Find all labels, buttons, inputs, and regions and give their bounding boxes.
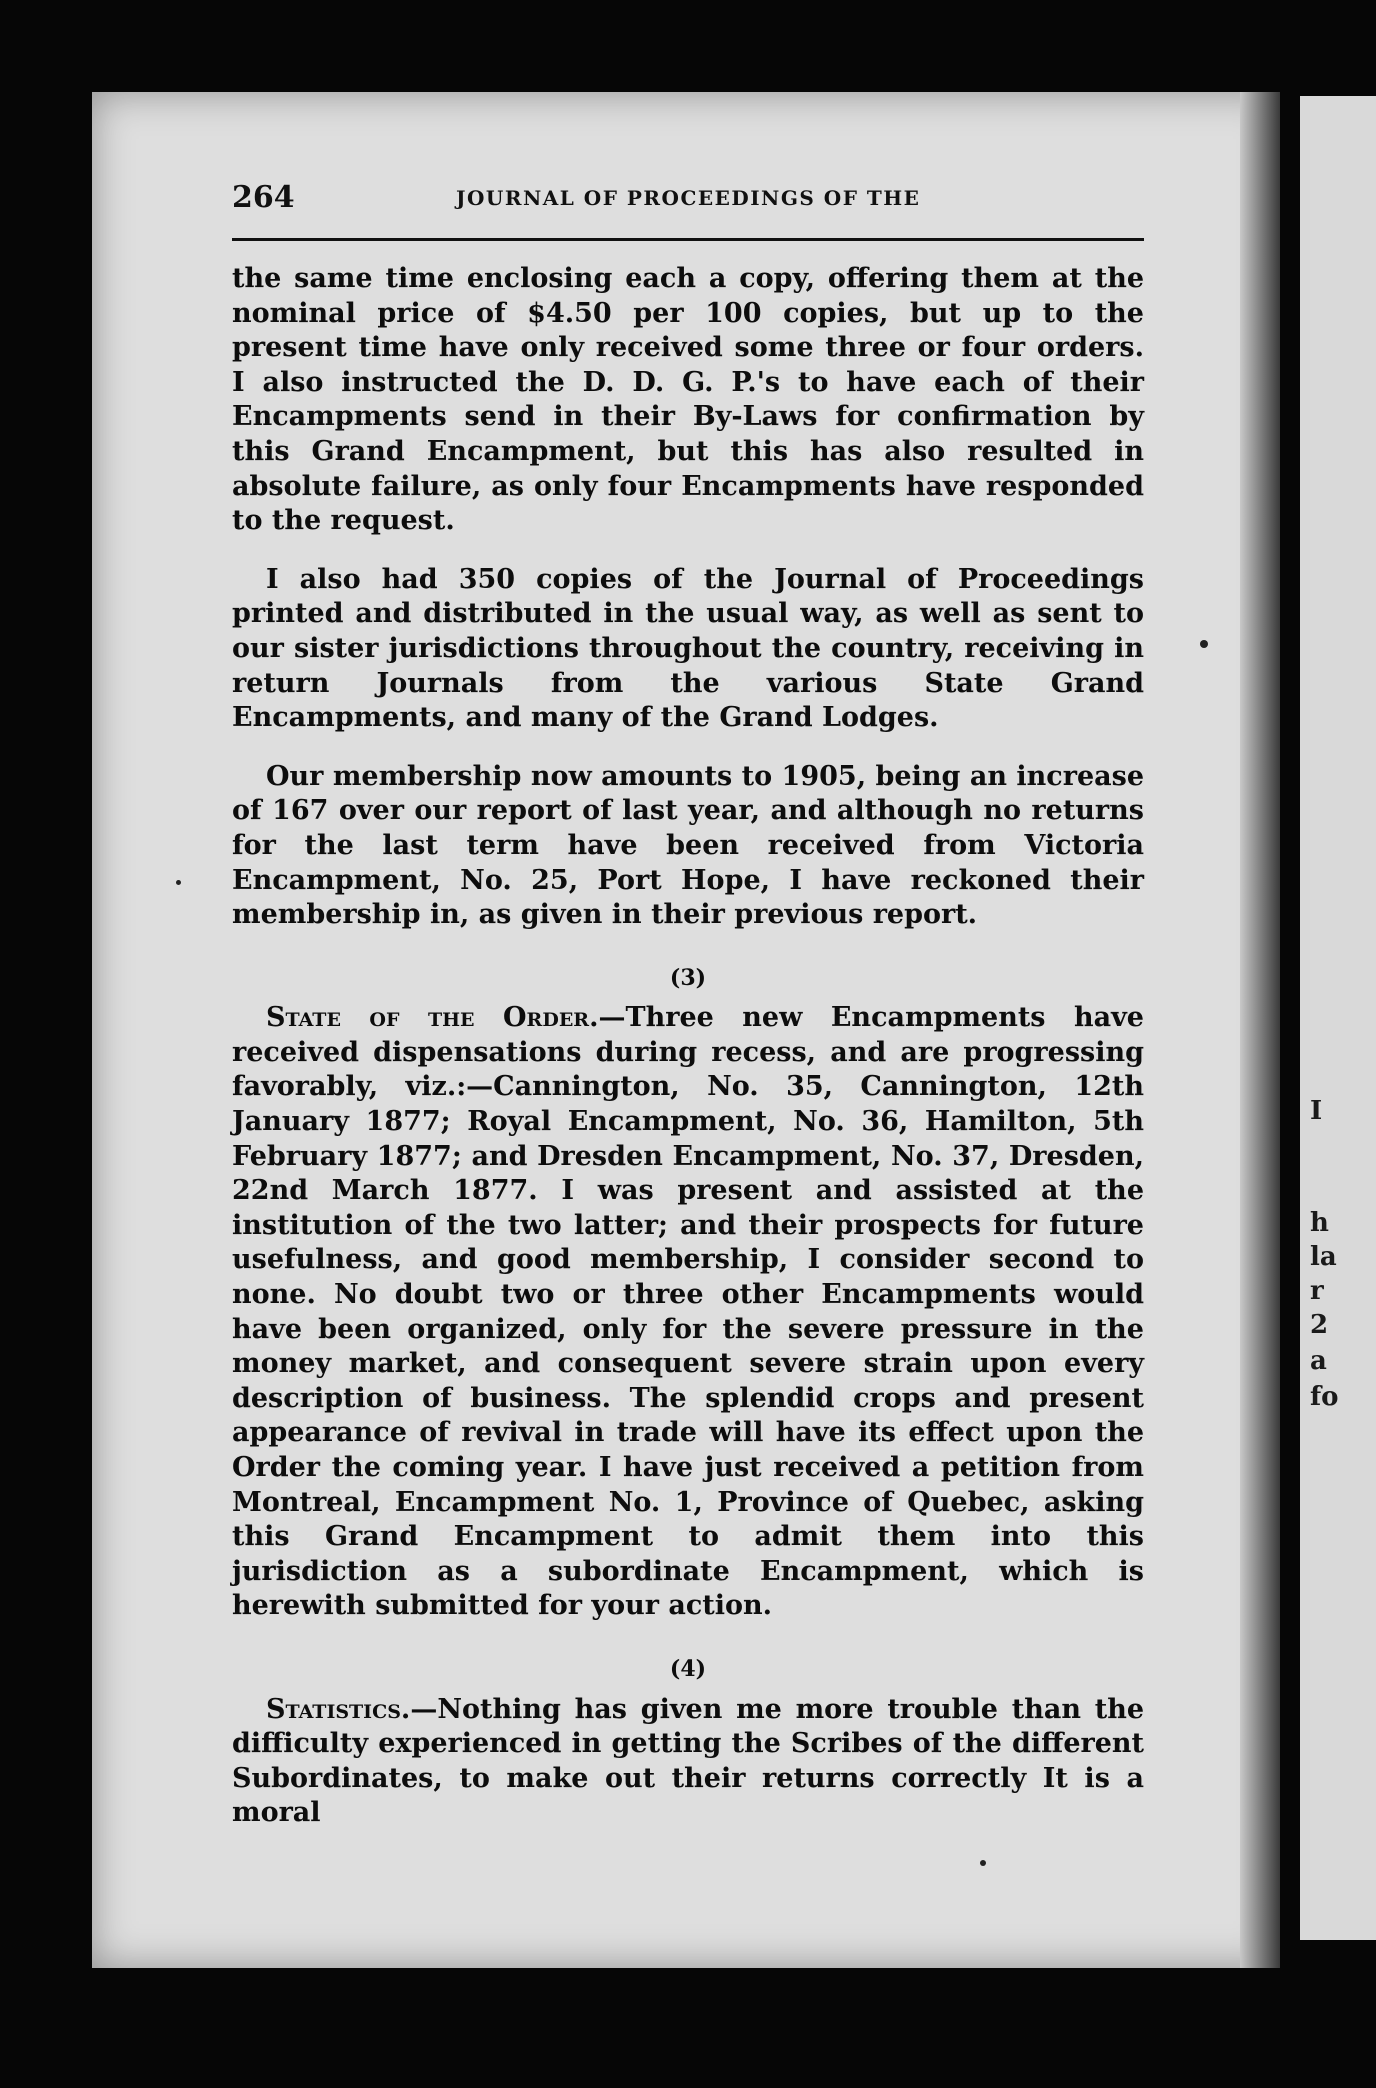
paragraph-2: I also had 350 copies of the Journal of Proceedings printed and distributed in the usual way, as well as sent to our sister jurisdictions throughout the country, receiving in return Journals from the various State Grand Encampments, and many of the Grand Lodges. <box>232 563 1144 734</box>
header-rule <box>232 238 1144 241</box>
facing-page-fragment: a <box>1310 1346 1327 1376</box>
paragraph-1: the same time enclosing each a copy, offering them at the nominal price of $4.50 per 100 copies, but up to the present time have only received some three or four orders. I also instructed the D. D. G. P.'s to have each of their Encampments send in their By-Laws for confirmation by this Grand Encampment, but this has also resulted in absolute failure, as only four Encampments have responded to the request. <box>232 263 1144 537</box>
running-head: JOURNAL OF PROCEEDINGS OF THE <box>456 186 921 210</box>
ink-speck <box>176 880 181 885</box>
section-4-heading: Statistics. <box>266 1693 411 1725</box>
section-4-paragraph <box>232 1693 1144 1831</box>
facing-page-fragment: la <box>1310 1242 1337 1272</box>
paragraph-3: Our membership now amounts to 1905, being an increase of 167 over our report of last year, and although no returns for the last term have been received from Victoria Encampment, No. 25, Port Hope, I have reckoned their membership in, as given in their previous report. <box>232 760 1144 931</box>
page-header <box>232 180 1144 220</box>
facing-page-fragment: r <box>1310 1276 1324 1306</box>
ink-speck <box>980 1860 986 1866</box>
section-4-text: —Nothing has given me more trouble than the difficulty experienced in getting the Scribes of the different Subordinates, to make out their returns correctly It is a moral <box>232 1693 1144 1829</box>
page-body <box>232 262 1144 1831</box>
facing-page <box>1300 96 1376 1940</box>
facing-page-fragment: fo <box>1310 1382 1339 1412</box>
page-number: 264 <box>232 180 295 215</box>
facing-page-fragment: I <box>1310 1096 1323 1126</box>
section-number-3: (3) <box>669 964 707 991</box>
ink-speck <box>1200 640 1208 648</box>
section-3-paragraph <box>232 1001 1144 1624</box>
page-gutter <box>1240 92 1280 1968</box>
section-3-heading: State of the Order. <box>266 1002 599 1034</box>
facing-page-fragment: h <box>1310 1208 1329 1238</box>
section-3-text: —Three new Encampments have received dispensations during recess, and are progressing favorably, viz.:—Cannington, No. 35, Cannington, 12th January 1877; Royal Encampment, No. 36, Hamilton, 5th February 1877; and Dresden Encampment, No. 37, Dresden, 22nd March 1877. I was present and assisted at the institution of the two latter; and their prospects for future usefulness, and good membership, I consider second to none. No doubt two or three other Encampments would have been organized, only for the severe pressure in the money market, and consequent severe strain upon every description of business. The splendid crops and present appearance of revival in trade will have its effect upon the Order the coming year. I have just received a petition from Montreal, Encampment No. 1, Province of Quebec, asking this Grand Encampment to admit them into this jurisdiction as a subordinate Encampment, which is herewith submitted for your action. <box>232 1002 1144 1622</box>
facing-page-fragment: 2 <box>1310 1310 1329 1340</box>
section-number-4: (4) <box>669 1655 707 1682</box>
